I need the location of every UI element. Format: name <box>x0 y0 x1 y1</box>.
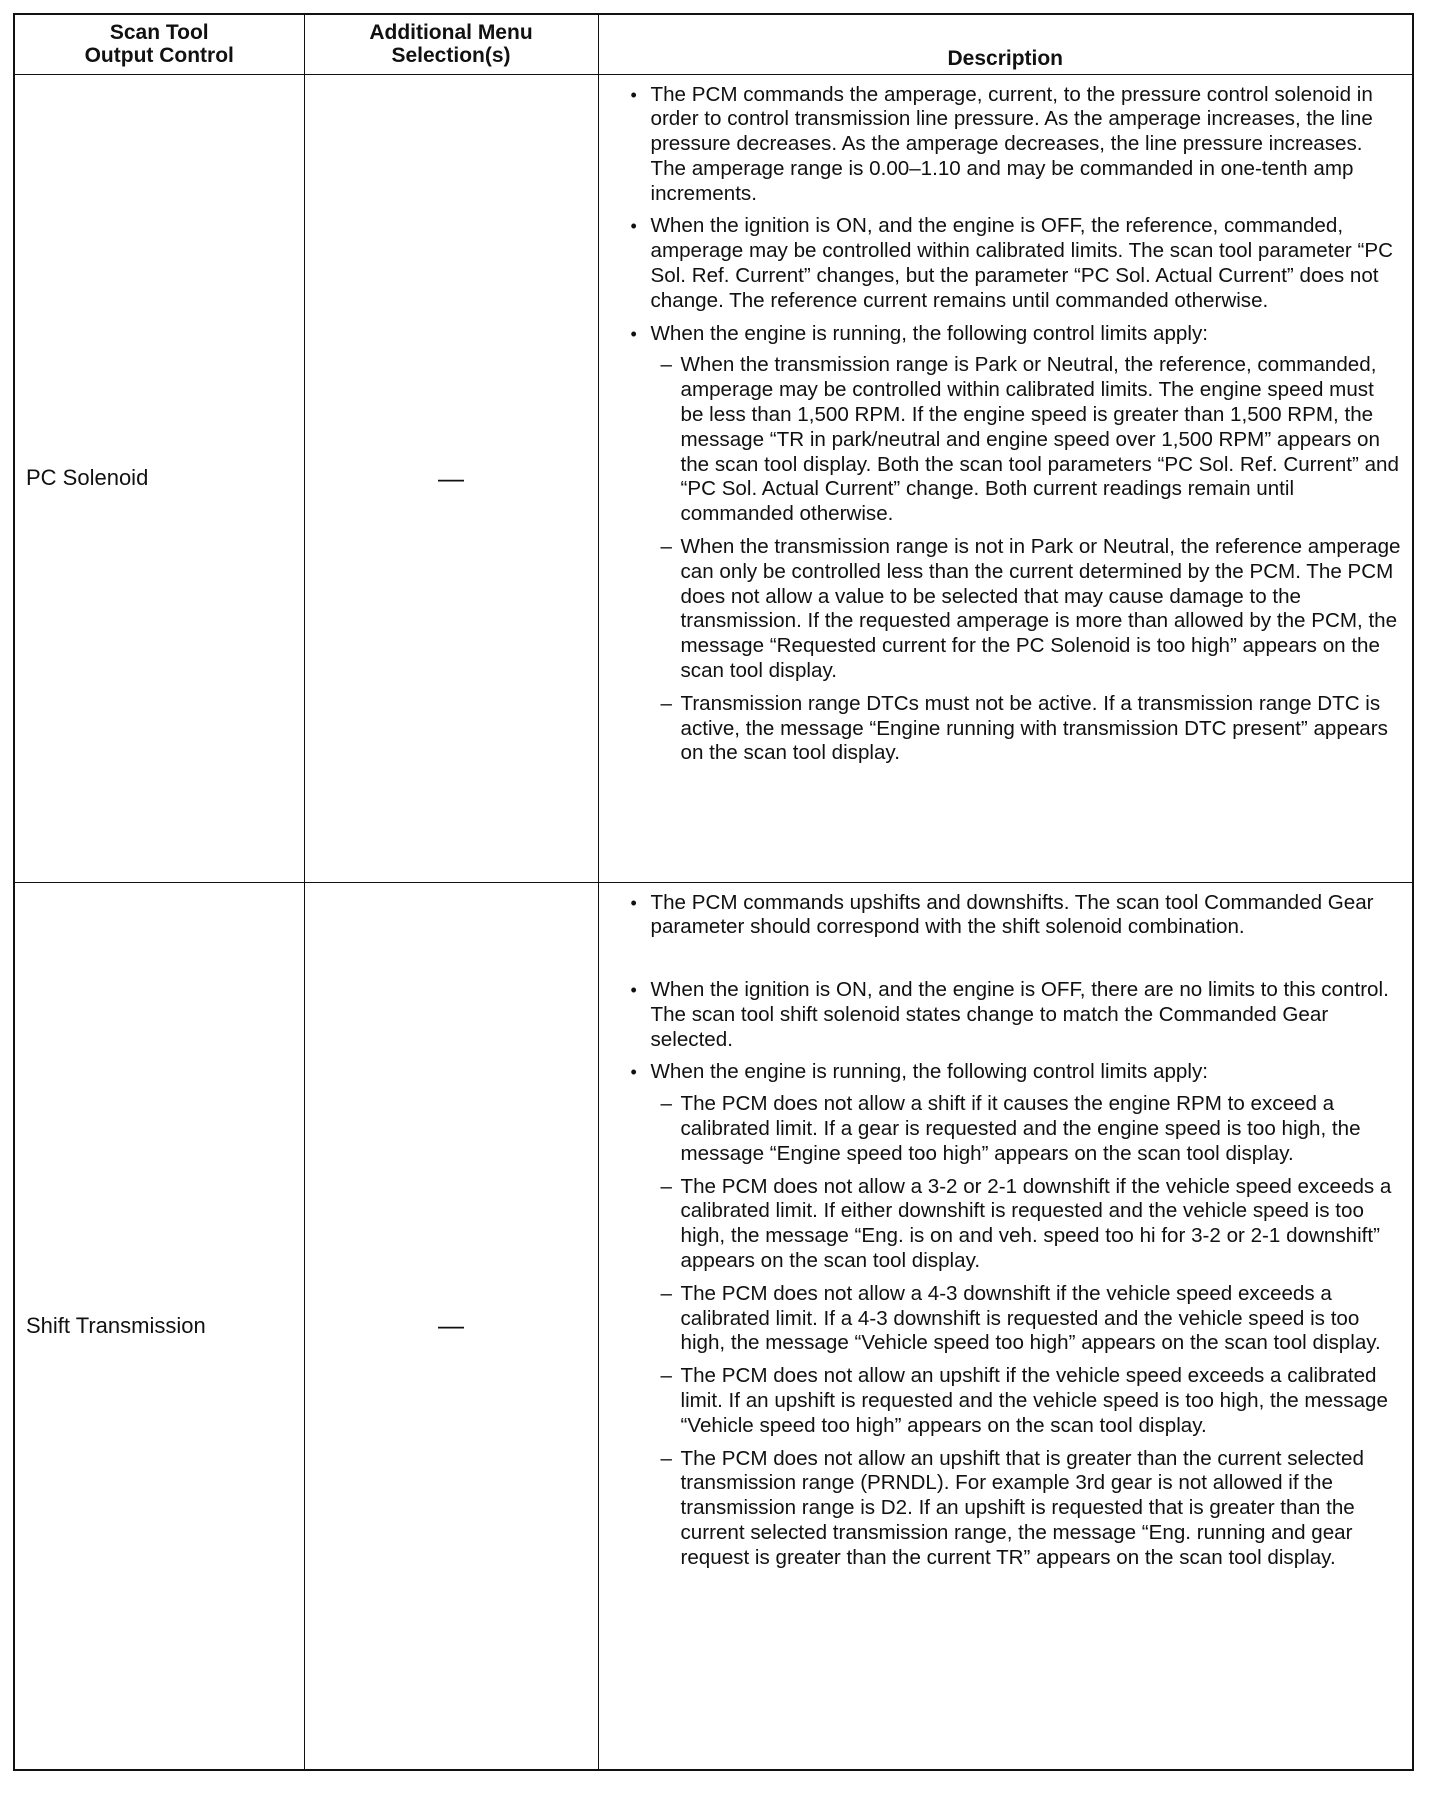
description-bullets <box>629 83 1403 767</box>
header-scan-tool-output-control <box>14 14 304 74</box>
menu-selection: — <box>304 882 598 1770</box>
control-name: PC Solenoid <box>14 74 304 882</box>
header-menu-line-2: Selection(s) <box>391 44 511 67</box>
control-name: Shift Transmission <box>14 882 304 1770</box>
sub-item: – The PCM does not allow an upshift if the vehicle speed exceeds a calibrated limit. If an upshift is requested and the vehicle speed is too high, the message “Vehicle speed too high” appears on the scan tool display. <box>651 1364 1403 1438</box>
sub-item: – The PCM does not allow a 3-2 or 2-1 downshift if the vehicle speed exceeds a calibrated limit. If either downshift is requested and the vehicle speed is too high, the message “Eng. is on and veh. speed too hi for 3-2 or 2-1 downshift” appears on the scan tool display. <box>651 1175 1403 1274</box>
scan-tool-output-control-table <box>13 13 1414 1771</box>
bullet-text: When the engine is running, the following control limits apply: <box>650 1060 1208 1084</box>
table-row-pc-solenoid <box>14 74 1413 882</box>
sub-item: – Transmission range DTCs must not be active. If a transmission range DTC is active, the message “Engine running with transmission DTC present” appears on the scan tool display. <box>651 692 1403 766</box>
bullet-item <box>629 322 1403 767</box>
table-row-shift-transmission <box>14 882 1413 1770</box>
bullet-item: • The PCM commands upshifts and downshifts. The scan tool Commanded Gear parameter should correspond with the shift solenoid combination. <box>629 891 1403 941</box>
description-cell <box>598 74 1413 882</box>
bullet-item: • When the ignition is ON, and the engine is OFF, there are no limits to this control. The scan tool shift solenoid states change to match the Commanded Gear selected. <box>629 978 1403 1052</box>
description-cell <box>598 882 1413 1770</box>
sub-item: – When the transmission range is not in Park or Neutral, the reference amperage can only be controlled less than the current determined by the PCM. The PCM does not allow a value to be selected that may cause damage to the transmission. If the requested amperage is more than allowed by the PCM, the message “Requested current for the PC Solenoid is too high” appears on the scan tool display. <box>651 535 1403 684</box>
sub-item-list <box>651 353 1403 766</box>
menu-selection: — <box>304 74 598 882</box>
header-control-line-2: Output Control <box>84 44 234 67</box>
sub-item: – The PCM does not allow a 4-3 downshift if the vehicle speed exceeds a calibrated limit. If a 4-3 downshift is requested and the vehicle speed is too high, the message “Vehicle speed too high” appears on the scan tool display. <box>651 1282 1403 1356</box>
header-additional-menu-selections <box>304 14 598 74</box>
bullet-text: When the engine is running, the following control limits apply: <box>650 321 1208 345</box>
sub-item: – The PCM does not allow an upshift that is greater than the current selected transmission range (PRNDL). For example 3rd gear is not allowed if the transmission range is D2. If an upshift is requested that is greater than the current selected transmission range, the message “Eng. running and gear request is greater than the current TR” appears on the scan tool display. <box>651 1447 1403 1571</box>
header-control-line-1: Scan Tool <box>109 21 209 44</box>
bullet-item <box>629 1060 1403 1570</box>
sub-item-list <box>651 1092 1403 1570</box>
sub-item: – When the transmission range is Park or Neutral, the reference, commanded, amperage may be controlled within calibrated limits. The engine speed must be less than 1,500 RPM. If the engine speed is greater than 1,500 RPM, the message “TR in park/neutral and engine speed over 1,500 RPM” appears on the scan tool display. Both the scan tool parameters “PC Sol. Ref. Current” and “PC Sol. Actual Current” change. Both current readings remain until commanded otherwise. <box>651 353 1403 527</box>
bullet-item: • When the ignition is ON, and the engine is OFF, the reference, commanded, amperage may be controlled within calibrated limits. The scan tool parameter “PC Sol. Ref. Current” changes, but the parameter “PC Sol. Actual Current” does not change. The reference current remains until commanded otherwise. <box>629 214 1403 313</box>
bullet-item: • The PCM commands the amperage, current, to the pressure control solenoid in order to control transmission line pressure. As the amperage increases, the line pressure decreases. As the amperage decreases, the line pressure increases. The amperage range is 0.00–1.10 and may be commanded in one-tenth amp increments. <box>629 83 1403 207</box>
description-bullets <box>629 891 1403 1571</box>
sub-item: – The PCM does not allow a shift if it causes the engine RPM to exceed a calibrated limit. If a gear is requested and the engine speed is too high, the message “Engine speed too high” appears on the scan tool display. <box>651 1092 1403 1166</box>
header-description: Description <box>598 14 1413 74</box>
table-header-row <box>14 14 1413 74</box>
header-menu-line-1: Additional Menu <box>369 21 533 44</box>
